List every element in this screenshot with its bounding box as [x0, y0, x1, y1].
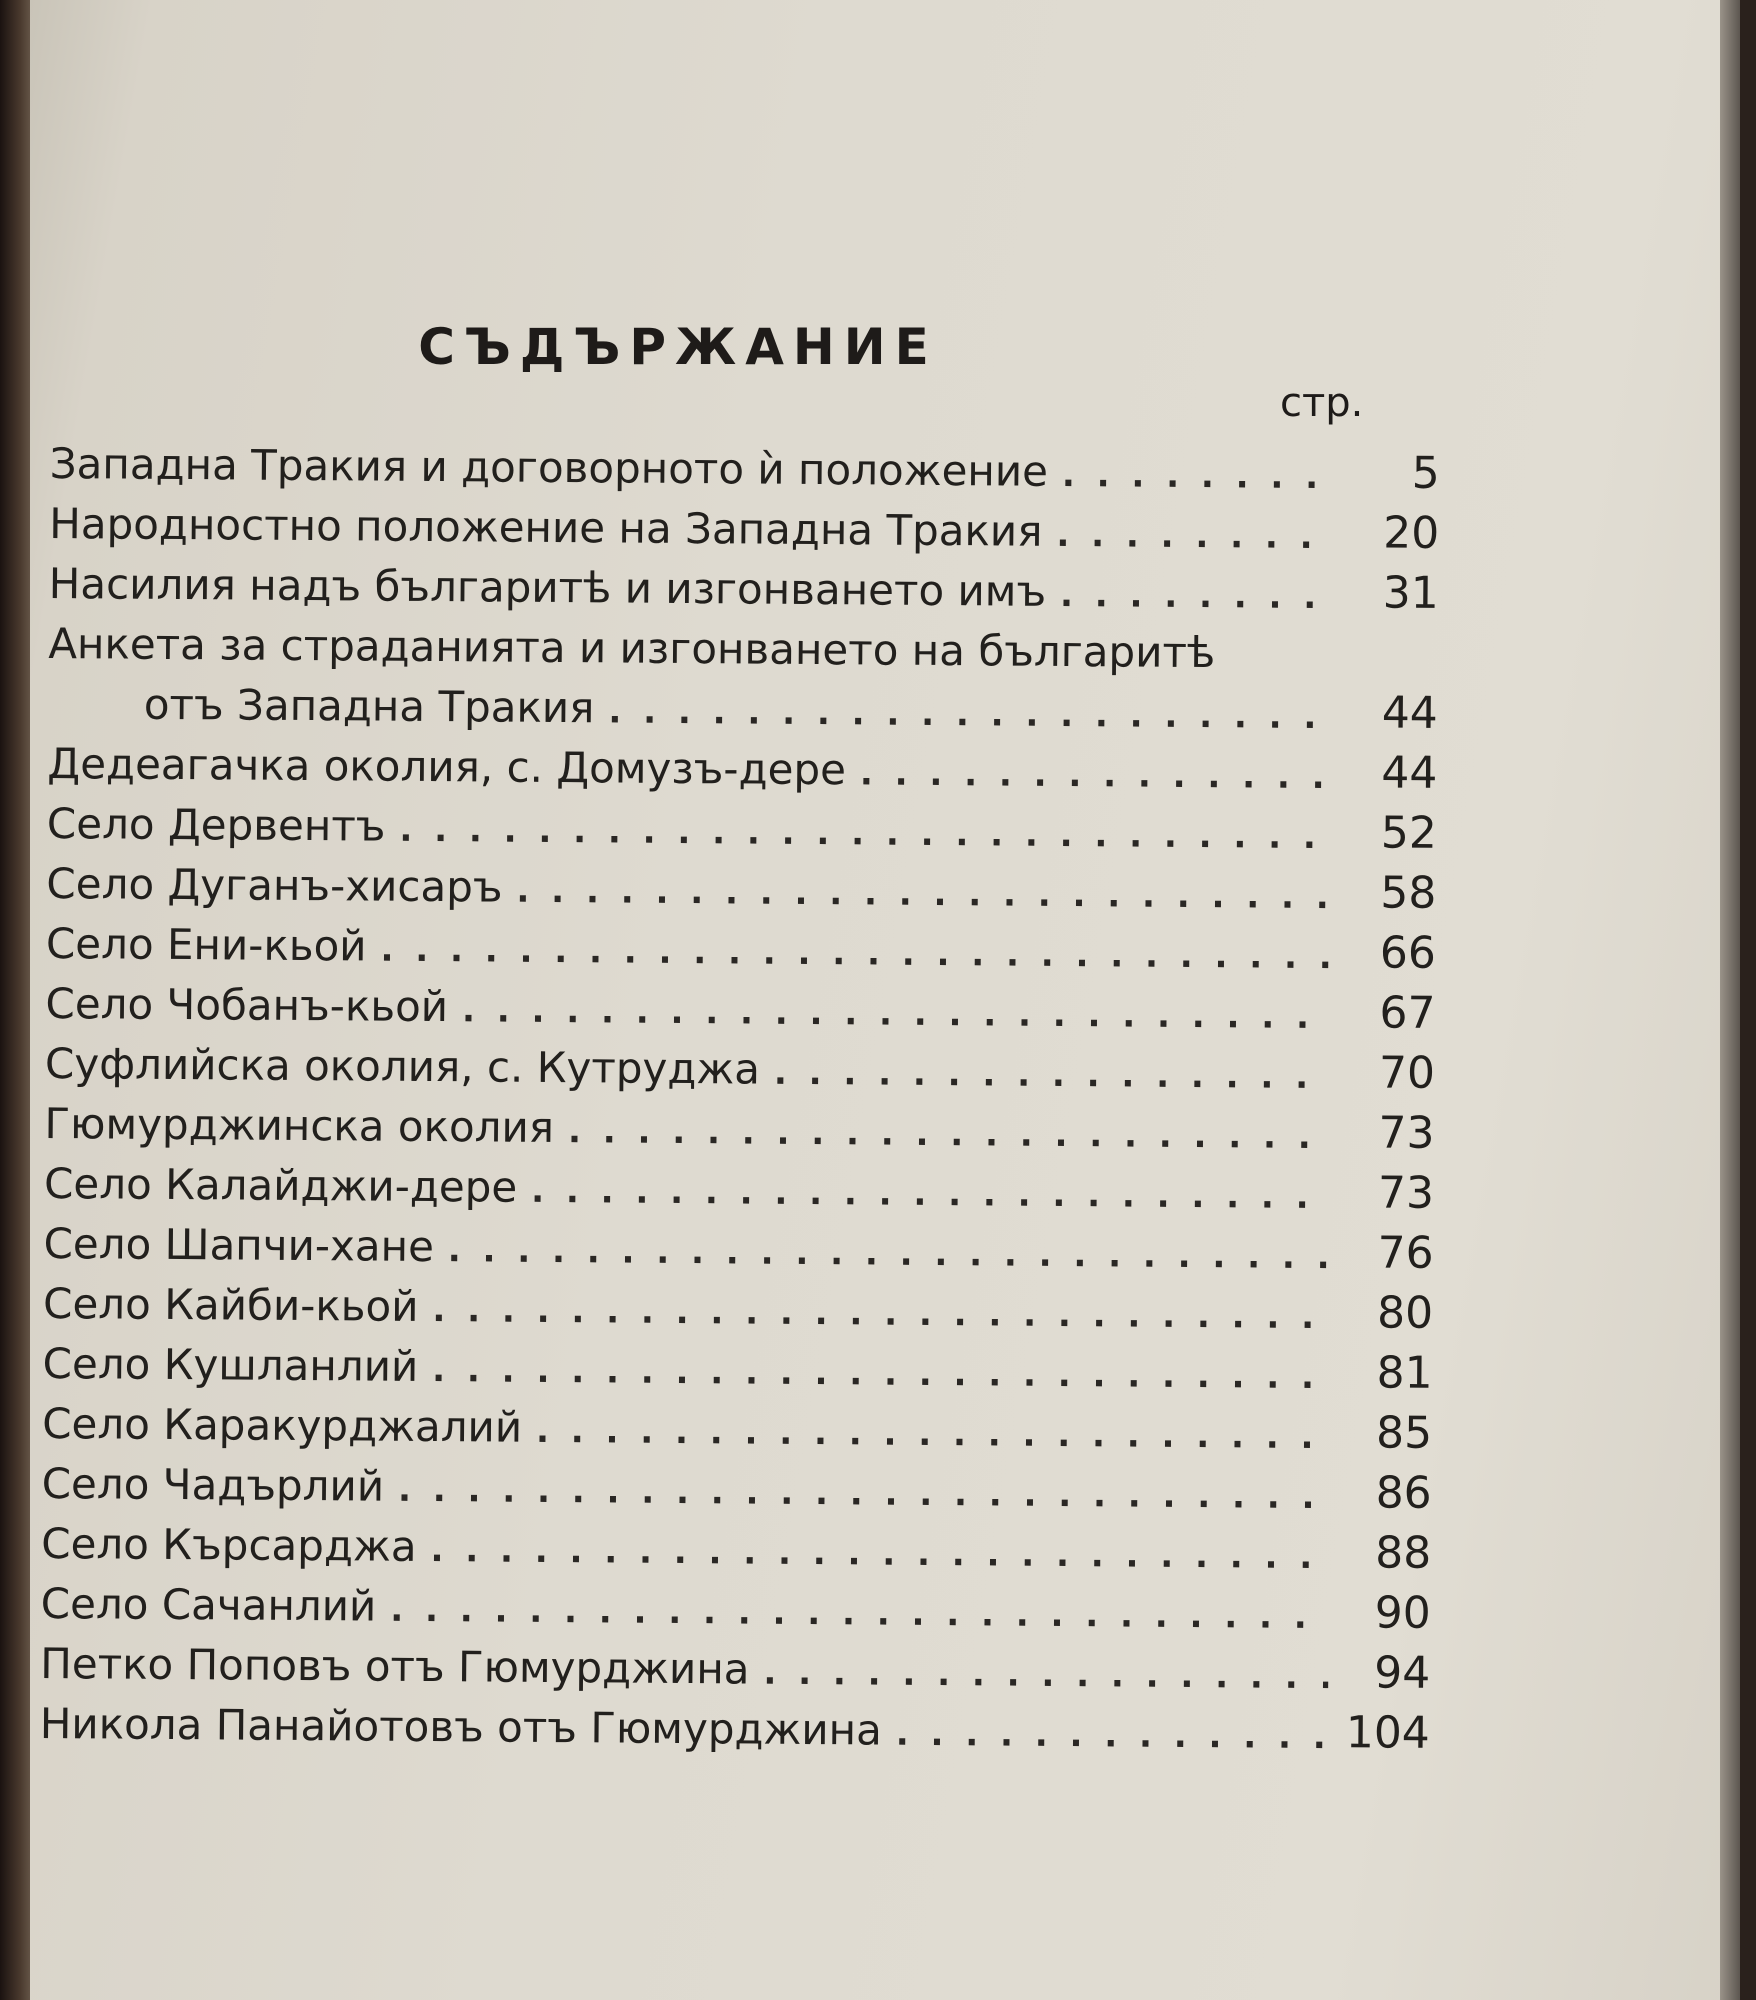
toc-entry-page: 67: [1379, 987, 1436, 1039]
dot-leader: [568, 1110, 1333, 1158]
toc-entry: [42, 1328, 1432, 1399]
dot-leader: [1056, 514, 1337, 558]
toc-entry-page: 66: [1379, 927, 1437, 979]
dot-leader: [516, 870, 1334, 918]
toc-entry: [40, 1628, 1430, 1699]
toc-entry: [50, 428, 1440, 499]
table-of-contents: [40, 428, 1440, 1759]
toc-entry-title: Село Дуганъ-хисаръ: [46, 858, 503, 912]
toc-entry-page: 94: [1374, 1647, 1431, 1699]
toc-entry-title: Село Калайджи-дере: [43, 1158, 518, 1212]
dot-leader: [608, 690, 1336, 738]
toc-entry-title: Насилия надъ българитѣ и изгонването имъ: [48, 558, 1047, 616]
toc-entry-page: 86: [1375, 1467, 1432, 1519]
toc-entry-page: 85: [1375, 1407, 1433, 1459]
dot-leader: [763, 1652, 1328, 1698]
toc-entry: [46, 908, 1436, 979]
toc-entry: [46, 848, 1436, 919]
toc-entry-title: Село Кушланлий: [42, 1338, 419, 1391]
toc-entry-title: Народностно положение на Западна Тракия: [49, 498, 1043, 556]
toc-entry: [40, 1688, 1430, 1759]
toc-entry-page: 104: [1345, 1707, 1430, 1759]
book-spine-shadow: [0, 0, 34, 2000]
toc-entry: [41, 1508, 1431, 1579]
toc-entry: [49, 488, 1439, 559]
toc-entry: [48, 608, 1438, 679]
toc-entry: [44, 1088, 1434, 1159]
toc-entry-page: 88: [1375, 1527, 1432, 1579]
dot-leader: [896, 1713, 1328, 1758]
toc-entry-title: Село Шапчи-хане: [43, 1218, 435, 1272]
toc-entry-page: 5: [1411, 447, 1440, 499]
dot-leader: [390, 1589, 1329, 1638]
toc-entry: [43, 1268, 1433, 1339]
page-title: СЪДЪРЖАНИЕ: [418, 318, 938, 376]
toc-entry: [43, 1208, 1433, 1279]
dot-leader: [1060, 574, 1337, 618]
page-edge: [1720, 0, 1740, 2000]
toc-entry-page: 58: [1380, 867, 1437, 919]
toc-entry-title: Село Чобанъ-кьой: [45, 978, 449, 1032]
toc-entry-title: Анкета за страданията и изгонването на българитѣ: [48, 618, 1216, 678]
toc-entry: [42, 1448, 1432, 1519]
toc-entry-page: 20: [1383, 507, 1440, 559]
dot-leader: [380, 929, 1334, 978]
page-column-label: стр.: [1280, 380, 1364, 426]
toc-entry-page: 90: [1374, 1587, 1431, 1639]
toc-entry-page: 52: [1380, 807, 1438, 859]
dot-leader: [860, 752, 1336, 798]
toc-entry-title: Село Кърсарджа: [41, 1518, 417, 1571]
toc-entry: [48, 668, 1438, 739]
toc-entry-title: Село Чадърлий: [41, 1458, 385, 1511]
dot-leader: [398, 1469, 1330, 1518]
toc-entry: [49, 548, 1439, 619]
toc-entry-page: 70: [1378, 1047, 1436, 1099]
toc-entry: [45, 968, 1435, 1039]
dot-leader: [448, 1229, 1332, 1278]
toc-entry-title: Петко Поповъ отъ Гюмурджина: [40, 1638, 750, 1694]
toc-entry-page: 80: [1376, 1287, 1434, 1339]
dot-leader: [462, 989, 1334, 1038]
toc-entry: [47, 728, 1437, 799]
toc-entry: [47, 788, 1437, 859]
toc-entry: [41, 1568, 1431, 1639]
toc-entry-page: 73: [1378, 1107, 1435, 1159]
book-page: [30, 0, 1740, 2000]
dot-leader: [432, 1349, 1331, 1398]
toc-entry-title: Село Каракурджалий: [41, 1398, 523, 1452]
dot-leader: [531, 1170, 1332, 1218]
toc-entry-page: 76: [1377, 1227, 1434, 1279]
toc-entry-title: Западна Тракия и договорното ѝ положение: [49, 438, 1049, 496]
dot-leader: [1062, 454, 1338, 498]
toc-entry-page: 44: [1381, 687, 1439, 739]
toc-entry-title: Гюмурджинска околия: [44, 1098, 555, 1152]
dot-leader: [432, 1289, 1331, 1338]
toc-entry-title: Дедеагачка околия, с. Домузъ-дере: [47, 738, 847, 795]
toc-entry-title: Село Кайби-кьой: [42, 1278, 419, 1331]
toc-entry-title: Село Дервентъ: [46, 798, 386, 851]
toc-entry-title: Суфлийска околия, с. Кутруджа: [44, 1038, 761, 1094]
toc-entry: [42, 1388, 1432, 1459]
dot-leader: [774, 1052, 1333, 1098]
toc-entry-title: Никола Панайотовъ отъ Гюмурджина: [39, 1698, 883, 1755]
toc-entry: [44, 1148, 1434, 1219]
toc-entry-page: 44: [1381, 747, 1438, 799]
dot-leader: [430, 1529, 1329, 1578]
dot-leader: [536, 1410, 1330, 1458]
dot-leader: [399, 809, 1335, 858]
toc-entry: [45, 1028, 1435, 1099]
toc-entry-page: 31: [1382, 567, 1439, 619]
toc-entry-page: 73: [1377, 1167, 1435, 1219]
toc-entry-title: отъ Западна Тракия: [143, 679, 595, 733]
toc-entry-title: Село Ени-кьой: [45, 918, 367, 971]
toc-entry-page: 81: [1376, 1347, 1433, 1399]
toc-entry-title: Село Сачанлий: [40, 1578, 377, 1631]
